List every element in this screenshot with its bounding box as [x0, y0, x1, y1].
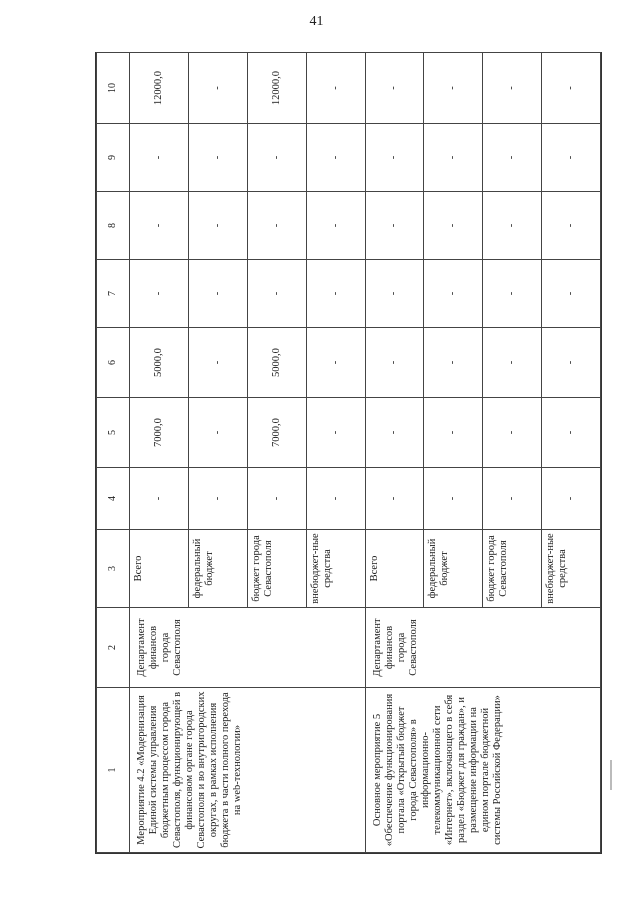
value-cell: -	[542, 124, 601, 192]
column-header: 8	[97, 192, 130, 260]
scan-artifact	[610, 760, 612, 790]
value-cell: -	[365, 468, 424, 530]
table-row	[365, 53, 424, 853]
value-cell: -	[306, 398, 365, 468]
value-cell: -	[542, 260, 601, 328]
value-cell: -	[542, 53, 601, 124]
funding-source-cell: внебюджет-ные средства	[306, 530, 365, 608]
value-cell: -	[365, 398, 424, 468]
value-cell: 7000,0	[130, 398, 189, 468]
value-cell: 5000,0	[247, 328, 306, 398]
value-cell: -	[130, 192, 189, 260]
executor-cell: Департамент финансов города Севастополя	[365, 608, 601, 688]
table-row	[130, 53, 189, 853]
value-cell: -	[306, 328, 365, 398]
value-cell: -	[542, 398, 601, 468]
funding-source-cell: внебюджет-ные средства	[542, 530, 601, 608]
value-cell: -	[542, 468, 601, 530]
value-cell: -	[365, 124, 424, 192]
page-number: 41	[309, 14, 324, 29]
budget-table	[95, 52, 602, 854]
value-cell: -	[483, 53, 542, 124]
value-cell: -	[188, 124, 247, 192]
value-cell: -	[424, 260, 483, 328]
value-cell: -	[130, 124, 189, 192]
value-cell: -	[188, 328, 247, 398]
value-cell: -	[306, 192, 365, 260]
value-cell: -	[306, 260, 365, 328]
column-header: 4	[97, 468, 130, 530]
value-cell: -	[130, 260, 189, 328]
value-cell: -	[424, 53, 483, 124]
value-cell: 12000,0	[247, 53, 306, 124]
funding-source-cell: федеральный бюджет	[188, 530, 247, 608]
value-cell: -	[483, 328, 542, 398]
measure-description: Основное мероприятие 5 «Обеспечение функционирования портала «Открытый бюджет города Севастополя» в информационно-телекоммуникационной сети «Интернет», включающего в себя раздел «Бюджет для граждан», и размещение информации на едином портале бюджетной системы Российской Федерации»	[365, 688, 601, 853]
value-cell: -	[188, 398, 247, 468]
column-header: 5	[97, 398, 130, 468]
value-cell: -	[188, 192, 247, 260]
value-cell: -	[188, 53, 247, 124]
value-cell: -	[365, 328, 424, 398]
value-cell: -	[483, 124, 542, 192]
value-cell: -	[424, 192, 483, 260]
column-header: 1	[97, 688, 130, 853]
column-header: 6	[97, 328, 130, 398]
header-row	[97, 53, 130, 853]
value-cell: -	[365, 260, 424, 328]
value-cell: -	[247, 192, 306, 260]
value-cell: -	[188, 260, 247, 328]
value-cell: -	[483, 468, 542, 530]
value-cell: -	[188, 468, 247, 530]
value-cell: 5000,0	[130, 328, 189, 398]
value-cell: -	[424, 124, 483, 192]
column-header: 2	[97, 608, 130, 688]
funding-source-cell: Всего	[365, 530, 424, 608]
value-cell: -	[306, 53, 365, 124]
value-cell: 12000,0	[130, 53, 189, 124]
value-cell: -	[130, 468, 189, 530]
value-cell: -	[365, 192, 424, 260]
value-cell: -	[306, 124, 365, 192]
value-cell: -	[424, 398, 483, 468]
column-header: 3	[97, 530, 130, 608]
table-body	[130, 53, 601, 853]
value-cell: -	[542, 328, 601, 398]
funding-source-cell: Всего	[130, 530, 189, 608]
value-cell: -	[483, 398, 542, 468]
column-header: 10	[97, 53, 130, 124]
funding-source-cell: бюджет города Севастополя	[247, 530, 306, 608]
column-header: 7	[97, 260, 130, 328]
value-cell: 7000,0	[247, 398, 306, 468]
value-cell: -	[247, 124, 306, 192]
financing-table	[96, 52, 601, 853]
value-cell: -	[365, 53, 424, 124]
value-cell: -	[306, 468, 365, 530]
value-cell: -	[247, 260, 306, 328]
measure-description: Мероприятие 4.2 «Модернизация Единой системы управления бюджетным процессом города Севастополя, функционирующей в финансовом органе города Севастополя и во внутригородских округах, в рамках исполнения бюджета в части полного перехода на web-технологии»	[130, 688, 366, 853]
rotated-table-frame	[96, 53, 601, 853]
value-cell: -	[483, 192, 542, 260]
value-cell: -	[542, 192, 601, 260]
value-cell: -	[424, 468, 483, 530]
executor-cell: Департамент финансов города Севастополя	[130, 608, 366, 688]
value-cell: -	[247, 468, 306, 530]
funding-source-cell: бюджет города Севастополя	[483, 530, 542, 608]
value-cell: -	[424, 328, 483, 398]
funding-source-cell: федеральный бюджет	[424, 530, 483, 608]
value-cell: -	[483, 260, 542, 328]
column-header: 9	[97, 124, 130, 192]
